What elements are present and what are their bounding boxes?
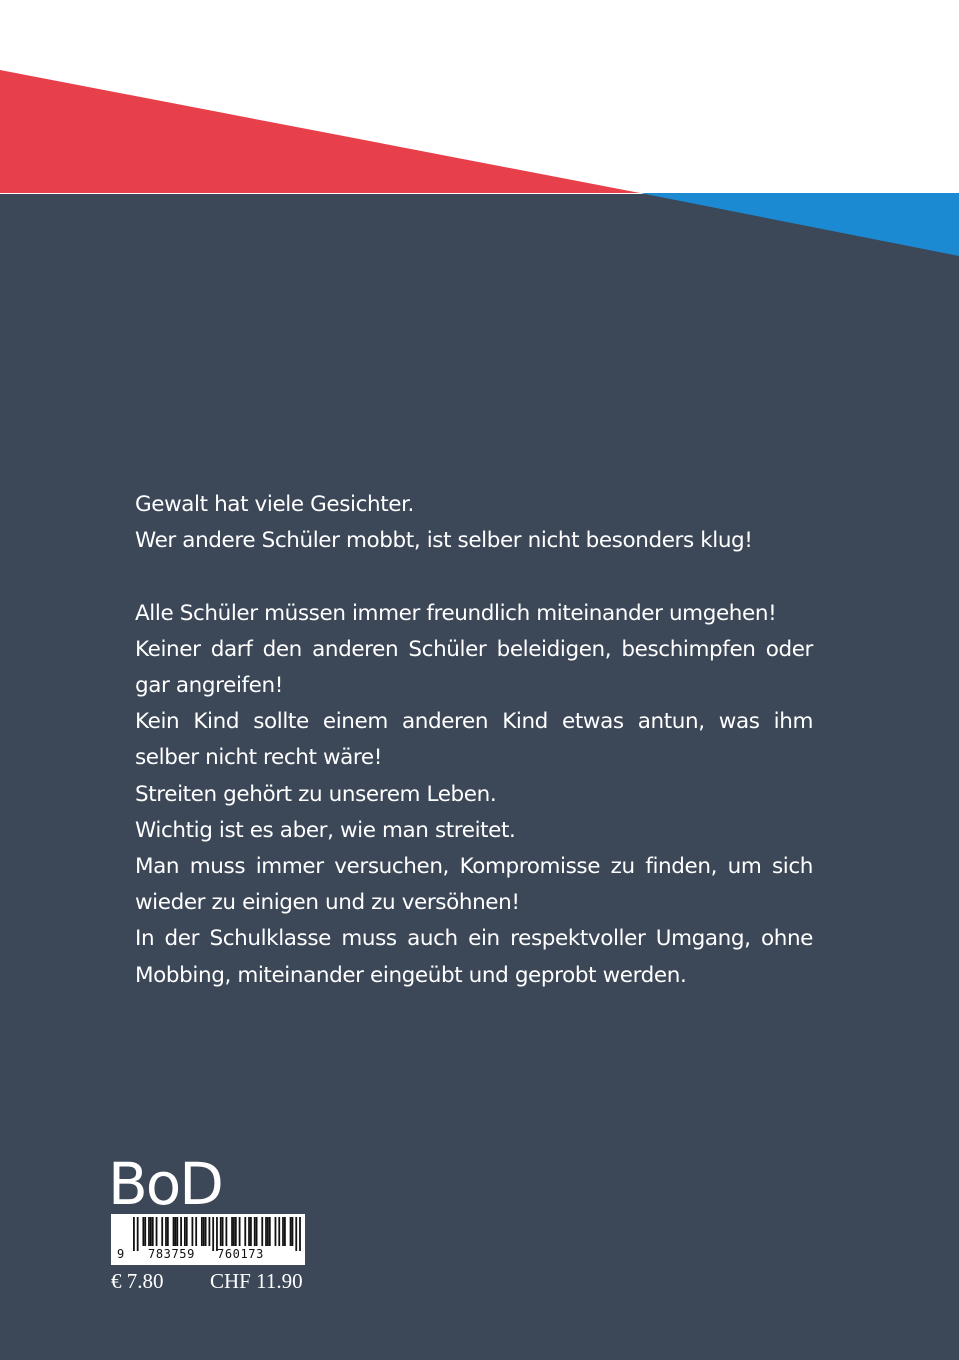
barcode-bar <box>137 1217 139 1251</box>
barcode-bar <box>222 1217 224 1246</box>
barcode-bar <box>156 1217 158 1246</box>
barcode-bar <box>150 1217 152 1246</box>
blurb-line: Wer andere Schüler mobbt, ist selber nicht besonders klug! <box>135 528 753 554</box>
barcode-digits: 760173 <box>217 1247 264 1261</box>
barcode-bar <box>256 1217 258 1246</box>
barcode-bar <box>299 1217 301 1251</box>
barcode-digits: 783759 <box>148 1247 195 1261</box>
blurb-line: Alle Schüler müssen immer freundlich miteinander umgehen! <box>135 600 777 626</box>
barcode-digits: 9 <box>117 1247 125 1261</box>
barcode-bar <box>195 1217 197 1246</box>
barcode-bar <box>231 1217 233 1246</box>
barcode-bar <box>173 1217 175 1246</box>
bod-publisher-logo <box>108 1150 233 1212</box>
price-chf: CHF 11.90 <box>210 1269 303 1293</box>
barcode-bar <box>284 1217 286 1246</box>
barcode-bar <box>192 1217 194 1246</box>
barcode-bar <box>201 1217 203 1246</box>
barcode-bar <box>275 1217 277 1246</box>
barcode-bar <box>205 1217 207 1246</box>
top-color-band <box>0 0 959 260</box>
barcode-bar <box>144 1217 146 1246</box>
bod-logo-text: BoD <box>108 1150 222 1212</box>
barcode-bar <box>292 1217 294 1246</box>
barcode-bar <box>152 1217 154 1246</box>
barcode-bar <box>254 1217 256 1246</box>
barcode-bar <box>225 1217 227 1246</box>
blurb-line: Streiten gehört zu unserem Leben. <box>135 781 497 807</box>
barcode-bar <box>148 1217 150 1246</box>
barcode-bar <box>290 1217 292 1246</box>
barcode-bar <box>244 1217 246 1246</box>
barcode-bar <box>142 1217 144 1246</box>
price-eur: € 7.80 <box>111 1269 164 1293</box>
barcode-bar <box>186 1217 188 1246</box>
barcode-bar <box>250 1217 252 1246</box>
blurb-line: Kein Kind sollte einem anderen Kind etwas antun, was ihm selber nicht recht wäre! <box>135 709 813 771</box>
barcode-bar <box>220 1217 222 1246</box>
barcode-bar <box>167 1217 169 1246</box>
barcode-bar <box>176 1217 178 1246</box>
paragraph-gap <box>135 559 813 595</box>
barcode-bar <box>261 1217 263 1246</box>
barcode-bar <box>161 1217 163 1246</box>
back-cover-blurb <box>135 487 813 994</box>
blue-wedge <box>640 193 959 256</box>
barcode-bar <box>248 1217 250 1246</box>
barcode-bar <box>282 1217 284 1246</box>
barcode-bars <box>111 1214 305 1265</box>
blurb-line: Man muss immer versuchen, Kompromisse zu finden, um sich wieder zu einigen und zu versöhnen! <box>135 854 813 916</box>
barcode-bar <box>239 1217 241 1246</box>
barcode-bar <box>175 1217 177 1246</box>
barcode-bar <box>212 1217 214 1251</box>
blurb-line: Wichtig ist es aber, wie man streitet. <box>135 817 516 843</box>
barcode-bar <box>133 1217 135 1251</box>
barcode-bar <box>233 1217 235 1246</box>
barcode-bar <box>269 1217 271 1246</box>
barcode-bar <box>180 1217 182 1246</box>
barcode-bar <box>278 1217 280 1246</box>
barcode-bar <box>209 1217 211 1246</box>
barcode-bar <box>184 1217 186 1246</box>
barcode-bar <box>295 1217 297 1251</box>
barcode-bar <box>265 1217 267 1246</box>
blurb-line: In der Schulklasse muss auch ein respektvoller Umgang, ohne Mobbing, miteinander eingeübt und geprobt werden. <box>135 926 813 988</box>
barcode-bar <box>235 1217 237 1246</box>
barcode-bar <box>165 1217 167 1246</box>
blurb-line: Gewalt hat viele Gesichter. <box>135 492 414 517</box>
isbn-barcode <box>111 1214 305 1265</box>
barcode-bar <box>267 1217 269 1246</box>
blurb-line: Keiner darf den anderen Schüler beleidigen, beschimpfen oder gar angreifen! <box>135 636 813 698</box>
barcode-bar <box>203 1217 205 1246</box>
